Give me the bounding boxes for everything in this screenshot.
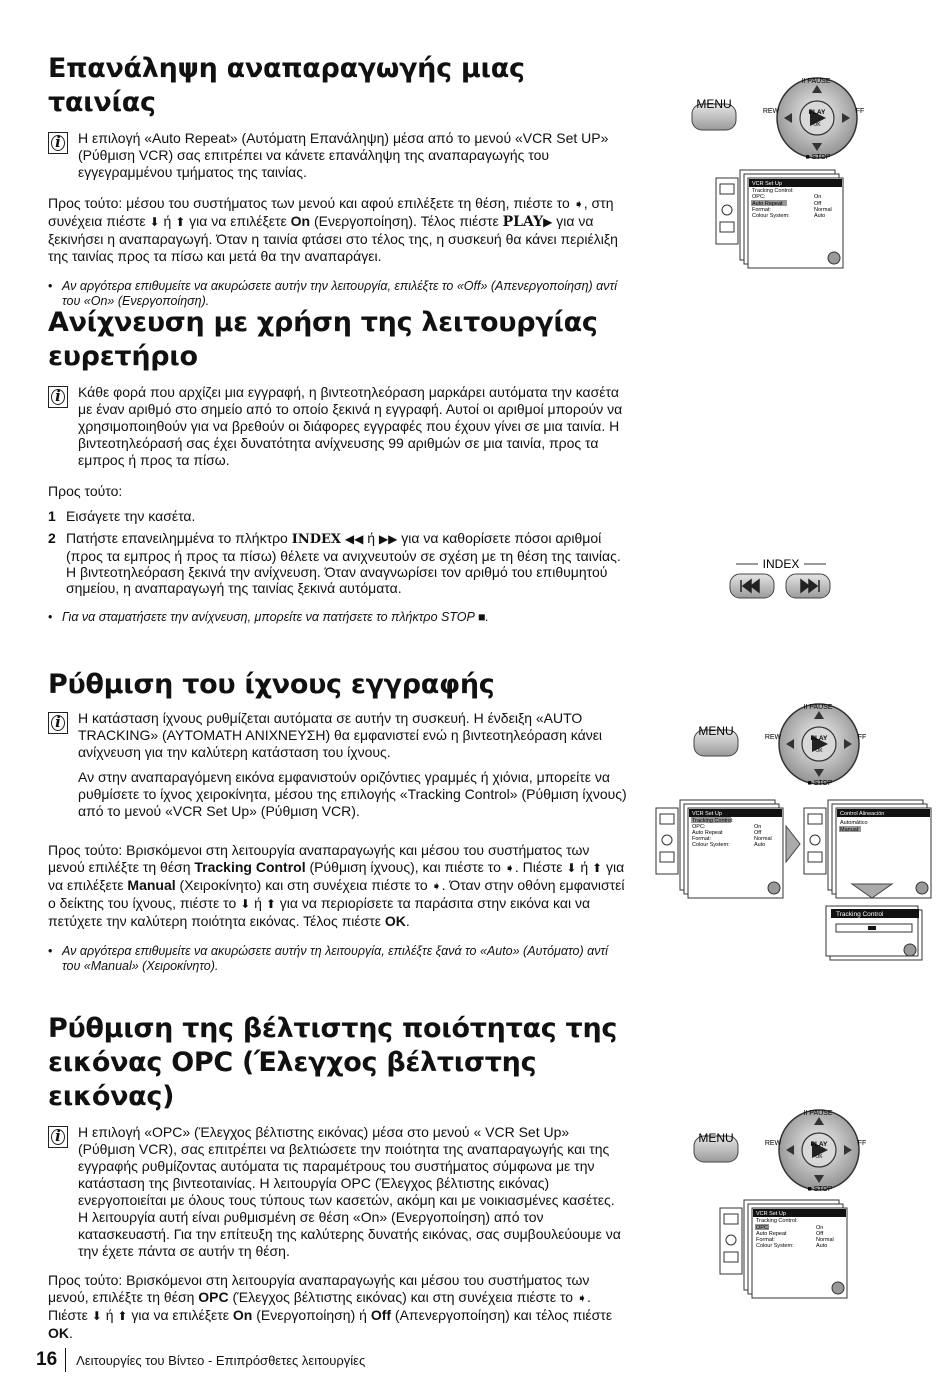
title-line: εικόνας OPC (Έλεγχος βέλτιστης εικόνας) [48,1047,537,1112]
index-key-label: INDEX [291,532,341,547]
stop-label: ■ STOP [807,1186,833,1193]
menu-item: Colour System: [752,213,790,219]
text-run: ή [367,530,376,546]
text-run: Προς τούτο: μέσου του συστήματος των μενού και αφού επιλέξετε τη θέση, πιέστε το [48,195,570,211]
vcr-menu-title: VCR Set Up [756,1211,786,1217]
arrow-up-icon: ⬆ [117,1309,128,1323]
menu-button-label: MENU [698,724,734,738]
menu-item: Auto Repeat [756,1231,787,1237]
remote-control-graphic [692,78,857,158]
text-run: Για να σταματήσετε την ανίχνευση, μπορείτε να πατήσετε το πλήκτρο STOP [62,610,475,624]
index-back-icon: ◀◀ [344,532,364,546]
arrow-right-icon: ➧ [573,197,584,211]
text-run: (Ενεργοποίηση) ή [256,1307,367,1323]
menu-value: Normal [816,1237,834,1243]
text-run: (Ρύθμιση ίχνους), και πιέστε το [309,859,501,875]
ok-label: OK [815,748,823,754]
play-label: PLAY [808,109,826,116]
text-run: ή [580,859,589,875]
text-run: . [69,1325,73,1341]
text-run: για να επιλέξετε [48,859,625,893]
text-run: (Έλεγχος βέλτιστης εικόνας) και στη συνέχεια πιέστε το [232,1289,574,1305]
pause-label: II PAUSE [801,78,831,85]
menu-value: Off [754,830,762,836]
note-text: Η κατάσταση ίχνους ρυθμίζεται αυτόματα σε αυτήν τη συσκευή. Η ένδειξη «AUTO TRACKING» (ΑΥΤΟΜΑΤΗ ΑΝΙΧΝΕΥΣΗ) θα εμφανιστεί ενώ η βιντεοτηλεόραση κάνει ανίχνευση για την καλύτερη κατάσταση του ίχνους. [78,710,603,760]
text-run: για να καθορίσετε πόσοι αριθμοί (προς τα εμπρος ή προς τα πίσω) θέλετε να ανιχνευτούν σε σχέση με τη θέση της ταινίας. Η βιντεοτηλεόραση ξεκινά την ανίχνευση. Όταν αναγνωρίσει τον αριθμό του επιθυμητού σημείου, η αναπαραγωγή της ταινίας ξεκινά αυτόματα. [66,530,621,596]
text-run: (Ενεργοποίηση). Τέλος πιέστε [314,213,499,229]
arrow-down-icon: ⬇ [149,215,160,229]
stop-icon: ■ [477,610,486,624]
ff-label: FF [857,734,867,741]
text-run: για να επιλέξετε [131,1307,229,1323]
tracking-bar-title: Tracking Control [836,911,884,918]
menu-value: Normal [814,207,832,213]
arrow-down-icon: ⬇ [566,861,577,875]
menu-item: Automático [840,820,868,826]
option-opc: OPC [198,1289,229,1305]
menu-item: Auto Repeat [692,830,723,836]
arrow-up-icon: ⬆ [265,897,276,911]
menu-button-label: MENU [698,1131,734,1145]
bullet-note: • Αν αργότερα επιθυμείτε να ακυρώσετε αυτήν την λειτουργία, επιλέξτε το «Off» (Απενεργοποίηση) αντί του «On» (Ενεργοποίηση). [48,279,628,309]
menu-value: Auto [754,842,766,848]
remote-control-graphic [694,1110,859,1190]
text-run: Προς τούτο: Βρισκόμενοι στη λειτουργία αναπαραγωγής και μέσου του συστήματος των μενού, επιλέξτε τη θέση [48,1272,590,1305]
footer-text: Λειτουργίες του Βίντεο - Επιπρόσθετες λειτουργίες [76,1352,366,1368]
step-text: Εισάγετε την κασέτα. [66,508,196,524]
option-manual: Manual [127,877,176,893]
text-run: (Απενεργοποίηση) και τέλος πιέστε [394,1307,613,1323]
menu-value: On [816,1225,824,1231]
text-run: . Πιέστε [48,1289,591,1323]
menu-item: Format: [756,1237,775,1243]
info-icon: i [48,132,68,154]
pause-label: II PAUSE [803,704,833,711]
arrow-right-icon: ➧ [504,861,515,875]
index-label: INDEX [762,557,800,571]
info-icon: i [48,712,68,734]
menu-item: Colour System: [692,842,730,848]
text-run: (Χειροκίνητο) και στη συνέχεια πιέστε το [179,877,428,893]
info-icon: i [48,1126,68,1148]
text-run: Προς τούτο: Βρισκόμενοι στη λειτουργία αναπαραγωγής και μέσου του συστήματος των μενού επιλέξτε τη θέση [48,842,590,875]
tracking-menu-title: Control Alineación [840,811,885,817]
menu-item: Format: [752,207,771,213]
menu-button-label: MENU [696,97,732,111]
title-line: ευρετήριο [48,341,198,372]
section-title: Ρύθμιση του ίχνους εγγραφής [48,669,495,700]
option-tracking-control: Tracking Control [194,859,306,875]
text-run: . [485,610,489,624]
pause-label: II PAUSE [803,1110,833,1117]
text-run: , στη συνέχεια πιέστε [48,195,614,229]
play-icon: ▶ [543,215,553,229]
note-text: Η επιλογή «Auto Repeat» (Αυτόματη Επανάληψη) μέσα από το μενού «VCR Set UP» (Ρύθμιση VCR) σας επιτρέπει να κάνετε επανάληψη της αναπαραγωγής του εγγεγραμμένου τμήματος της ταινίας. [78,130,609,180]
menu-value: On [754,824,762,830]
ok-label: OK [815,1154,823,1160]
intro-text: Προς τούτο: [48,483,123,499]
info-icon: i [48,386,68,408]
page-footer [36,1348,365,1372]
play-label: PLAY [810,735,828,742]
menu-value: Off [814,201,822,207]
text-run: για να ξεκινήσει η αναπαραγωγή. Όταν η ταινία φτάσει στο τέλος της, η συσκευή θα κάνει περιέλιξη της ταινίας προς τα πίσω και μετά θα την αναπαράγει. [48,213,618,264]
bullet-note: • Αν αργότερα επιθυμείτε να ακυρώσετε αυτήν τη λειτουργία, επιλέξτε ξανά το «Auto» (Αυτόματο) αντί του «Manual» (Χειροκίνητο). [48,944,628,974]
text-run: . Πιέστε [514,859,563,875]
menu-item: Colour System: [756,1243,794,1249]
text-run: ή [254,895,262,911]
index-forward-icon: ▶▶ [378,532,398,546]
text-run: . Όταν στην οθόνη εμφανιστεί ο δείκτης του ίχνους, πιέστε το [48,877,625,911]
ok-key-label: OK [384,913,406,929]
ff-label: FF [855,108,865,115]
ok-key-label: OK [48,1325,69,1341]
title-line: Ρύθμιση της βέλτιστης ποιότητας της [48,1013,618,1044]
menu-item: Auto Repeat [752,201,783,207]
arrow-right-icon: ➧ [431,879,442,893]
text-run: Πατήστε επανειλημμένα το πλήκτρο [66,530,288,546]
ff-label: FF [857,1140,867,1147]
menu-value: Normal [754,836,772,842]
arrow-down-icon: ⬇ [91,1309,102,1323]
rew-label: REW [762,108,780,115]
arrow-up-icon: ⬆ [175,215,186,229]
note-text: Κάθε φορά που αρχίζει μια εγγραφή, η βιντεοτηλεόραση μαρκάρει αυτόματα την κασέτα με έναν αριθμό στο σημείο από το οποίο ξεκινά η εγγραφή. Αυτοί οι αριθμοί μπορούν να χρησιμοποιηθούν για να βρεθούν οι διάφορες εγγραφές που έχουν γίνει σε μια ταινία. Η βιντεοτηλεόρασή σας έχει δυνατότητα ανίχνευσης 99 αριθμών σε μια ταινία, προς τα εμπρος ή προς τα πίσω. [78,384,623,468]
arrow-right-icon [786,826,800,862]
option-on: On [232,1307,253,1323]
menu-value: Auto [816,1243,828,1249]
menu-item: Tracking Control: [752,188,794,194]
menu-item: Tracking Control: [692,818,734,824]
play-label: PLAY [810,1141,828,1148]
arrow-down-icon: ⬇ [240,897,251,911]
option-off: Off [370,1307,392,1323]
menu-value: On [814,194,822,200]
stop-label: ■ STOP [805,154,831,161]
ok-label: OK [813,122,821,128]
title-line: Ανίχνευση με χρήση της λειτουργίας [48,307,598,338]
arrow-up-icon: ⬆ [592,861,603,875]
text-run: . [405,913,410,929]
step-number: 2 [48,530,56,546]
menu-value: Auto [814,213,826,219]
menu-item: OPC: [752,194,766,200]
page-number: 16 [36,1348,66,1372]
remote-control-graphic [694,704,859,784]
vcr-menu-title: VCR Set Up [752,181,782,187]
rew-label: REW [764,1140,782,1147]
text-run: για να περιορίσετε τα παράσιτα στην εικόνα και να πετύχετε την καλύτερη ποιότητα εικόνας. Τέλος πιέστε [48,895,591,929]
section-title: Επανάληψη αναπαραγωγής μιας ταινίας [48,53,525,118]
option-on: On [290,213,311,229]
play-key-label: PLAY [502,214,544,230]
menu-item: Format: [692,836,711,842]
menu-item: Manual: [840,827,860,833]
text-run: ή [105,1307,114,1323]
menu-value: Off [816,1231,824,1237]
menu-item: Tracking Control: [756,1218,798,1224]
stop-label: ■ STOP [807,780,833,787]
menu-item: OPC: [756,1225,770,1231]
note-text: Αν στην αναπαραγόμενη εικόνα εμφανιστούν οριζόντιες γραμμές ή χιόνια, μπορείτε να ρυθμίσετε το ίχνος χειροκίνητα, μέσου της επιλογής «Tracking Control» (Ρύθμιση ίχνους) από το μενού «VCR Set Up» (Ρύθμιση VCR). [78,769,627,819]
step-number: 1 [48,508,56,524]
arrow-right-icon: ➧ [576,1291,588,1305]
text-run: για να επιλέξετε [189,213,287,229]
menu-item: OPC: [692,824,706,830]
note-text: Η επιλογή «OPC» (Έλεγχος βέλτιστης εικόνας) μέσα στο μενού « VCR Set Up» (Ρύθμιση VCR), σας επιτρέπει να βελτιώσετε την ποιότητα της αναπαραγωγής και της εγγραφής ρυθμίζοντας αυτόματα τις παραμέτρους του συστήματος σύμφωνα με την κατάσταση της βιντεοταινίας. Η λειτουργία OPC (Έλεγχος βέλτιστης εικόνας) ενεργοποιείται με όλους τους τύπους των κασετών, ακόμη και με νοικιασμένες κασέτες. Η λειτουργία αυτή είναι ρυθμισμένη σε θέση «On» (Ενεργοποίηση) από τον κατασκευαστή. Για την επίτευξη της καλύτερης δυνατής εικόνας, σας συμβουλεύουμε να την έχετε πάντα σε αυτήν τη θέση. [78,1124,621,1259]
text-run: ή [163,213,172,229]
rew-label: REW [764,734,782,741]
vcr-menu-title: VCR Set Up [692,811,722,817]
